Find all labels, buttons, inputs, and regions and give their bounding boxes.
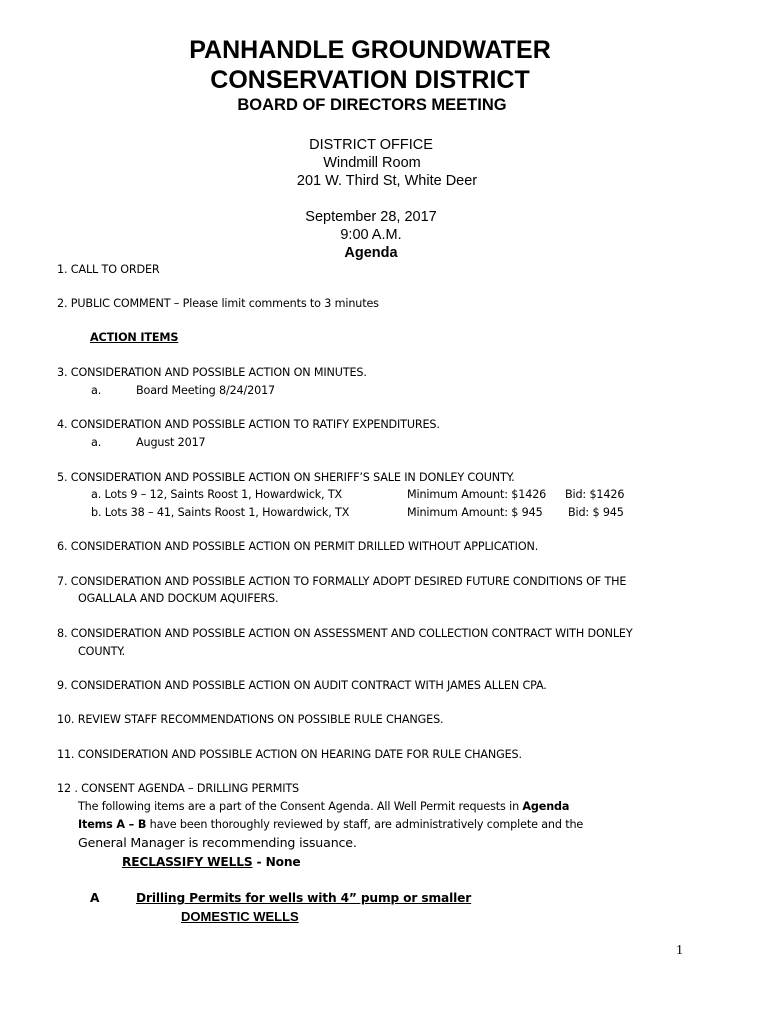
consent-text-2: have been thoroughly reviewed by staff, are administratively complete and the [146, 818, 584, 831]
item-4a-text: August 2017 [136, 436, 206, 449]
consent-text-1: The following items are a part of the Consent Agenda. All Well Permit requests in [78, 800, 523, 813]
item-5b-minimum: Minimum Amount: $ 945 [407, 506, 543, 519]
section-a-title: Drilling Permits for wells with 4” pump or smaller [136, 891, 472, 905]
item-12: 12 . CONSENT AGENDA – DRILLING PERMITS [57, 782, 299, 795]
office-address: 201 W. Third St, White Deer [296, 173, 478, 189]
office-name: DISTRICT OFFICE [309, 137, 433, 153]
item-5a-bid: Bid: $1426 [565, 488, 625, 501]
meeting-time: 9:00 A.M. [340, 227, 402, 243]
action-items-heading: ACTION ITEMS [90, 331, 179, 344]
item-2: 2. PUBLIC COMMENT – Please limit comments to 3 minutes [57, 297, 379, 310]
consent-paragraph-line-3: General Manager is recommending issuance. [78, 835, 357, 850]
item-10: 10. REVIEW STAFF RECOMMENDATIONS ON POSSIBLE RULE CHANGES. [57, 713, 444, 726]
agenda-label: Agenda [344, 245, 398, 261]
item-5b-lot: b. Lots 38 – 41, Saints Roost 1, Howardwick, TX [91, 506, 350, 519]
item-1: 1. CALL TO ORDER [57, 263, 160, 276]
item-3: 3. CONSIDERATION AND POSSIBLE ACTION ON MINUTES. [57, 366, 367, 379]
consent-bold-items: Items A – B [78, 818, 147, 831]
item-5a-minimum: Minimum Amount: $1426 [407, 488, 547, 501]
room-name: Windmill Room [323, 155, 421, 171]
item-7-line-2: OGALLALA AND DOCKUM AQUIFERS. [78, 592, 279, 605]
item-3a-text: Board Meeting 8/24/2017 [136, 384, 276, 397]
title-line-1: PANHANDLE GROUNDWATER [189, 36, 551, 64]
page-number: 1 [676, 943, 683, 958]
consent-paragraph-line-2 [78, 818, 583, 831]
item-5a-lot: a. Lots 9 – 12, Saints Roost 1, Howardwick, TX [91, 488, 343, 501]
meeting-subtitle: BOARD OF DIRECTORS MEETING [237, 96, 507, 114]
title-line-2: CONSERVATION DISTRICT [210, 66, 530, 94]
item-11: 11. CONSIDERATION AND POSSIBLE ACTION ON HEARING DATE FOR RULE CHANGES. [57, 748, 522, 761]
item-4: 4. CONSIDERATION AND POSSIBLE ACTION TO RATIFY EXPENDITURES. [57, 418, 440, 431]
item-3a-letter: a. [91, 384, 102, 397]
consent-paragraph-line-1 [78, 800, 569, 813]
reclassify-wells [122, 855, 300, 869]
section-a-letter: A [90, 891, 100, 905]
domestic-wells-heading: DOMESTIC WELLS [181, 909, 299, 924]
item-6: 6. CONSIDERATION AND POSSIBLE ACTION ON PERMIT DRILLED WITHOUT APPLICATION. [57, 540, 539, 553]
item-8-line-2: COUNTY. [78, 645, 126, 658]
item-4a-letter: a. [91, 436, 102, 449]
reclassify-label: RECLASSIFY WELLS [122, 855, 253, 869]
item-5b-bid: Bid: $ 945 [568, 506, 624, 519]
item-9: 9. CONSIDERATION AND POSSIBLE ACTION ON AUDIT CONTRACT WITH JAMES ALLEN CPA. [57, 679, 547, 692]
meeting-date: September 28, 2017 [305, 209, 437, 225]
reclassify-value: - None [252, 855, 301, 869]
consent-bold-agenda: Agenda [522, 800, 570, 813]
item-5: 5. CONSIDERATION AND POSSIBLE ACTION ON SHERIFF’S SALE IN DONLEY COUNTY. [57, 471, 515, 484]
item-8-line-1: 8. CONSIDERATION AND POSSIBLE ACTION ON ASSESSMENT AND COLLECTION CONTRACT WITH DONLEY [57, 627, 633, 640]
item-7-line-1: 7. CONSIDERATION AND POSSIBLE ACTION TO FORMALLY ADOPT DESIRED FUTURE CONDITIONS OF THE [57, 575, 627, 588]
